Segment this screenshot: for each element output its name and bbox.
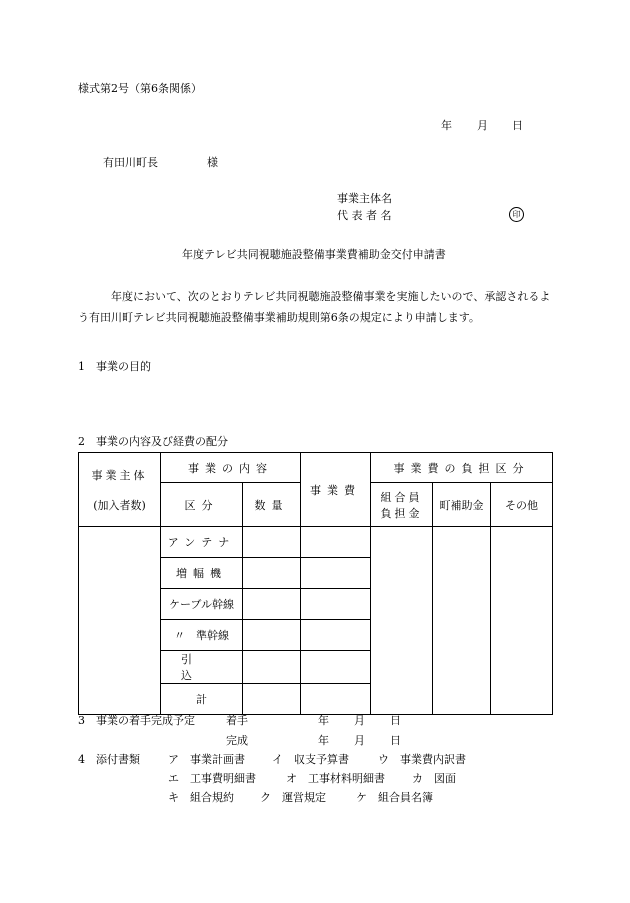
start-day: 日 [390, 714, 401, 727]
union-header-line1: 組合員 [380, 490, 423, 504]
entity-header-sub: (加入者数) [93, 498, 146, 512]
body-text-content: 年度において、次のとおりテレビ共同視聴施設整備事業を実施したいので、承認されるよう有田川町テレビ共同視聴施設整備事業補助規則第6条の規定により申請します。 [78, 290, 551, 324]
quantity-cell [243, 558, 301, 589]
row-label: 増幅機 [161, 558, 243, 589]
finish-year: 年 [318, 734, 329, 747]
date-day: 日 [512, 119, 523, 132]
union-header-line2: 負担金 [380, 506, 423, 520]
other-header: その他 [491, 483, 553, 527]
quantity-cell [243, 527, 301, 558]
entity-header-label: 事業主体 [91, 468, 148, 482]
finish-month: 月 [354, 734, 365, 747]
attachment-item: ウ 事業費内訳書 [378, 753, 466, 766]
finish-day: 日 [390, 734, 401, 747]
row-label-total: 計 [161, 684, 243, 715]
entity-cell [79, 527, 161, 715]
body-text [78, 286, 552, 328]
quantity-cell [243, 620, 301, 651]
union-cell [371, 527, 433, 715]
section2-heading: 2 事業の内容及び経費の配分 [78, 435, 228, 448]
cost-cell [301, 558, 371, 589]
start-label: 着手 [226, 714, 248, 727]
cost-cell [301, 684, 371, 715]
row-label: 〃 準幹線 [161, 620, 243, 651]
addressee-name: 有田川町長 [103, 156, 158, 169]
section1-heading: 1 事業の目的 [78, 360, 151, 373]
attachment-item: エ 工事費明細書 [168, 772, 256, 785]
row-label: アンテナ [161, 527, 243, 558]
category-header: 区分 [161, 483, 243, 527]
cost-header: 事業費 [301, 453, 371, 527]
seal-mark: 印 [509, 207, 524, 222]
entity-label: 事業主体名 [337, 192, 392, 205]
document-title: 年度テレビ共同視聴施設整備事業費補助金交付申請書 [182, 248, 446, 261]
addressee-honorific: 様 [207, 156, 218, 169]
entity-header [79, 453, 161, 527]
start-month: 月 [354, 714, 365, 727]
content-header: 事業の内容 [161, 453, 301, 483]
cost-cell [301, 620, 371, 651]
quantity-cell [243, 651, 301, 684]
burden-header: 事業費の負担区分 [371, 453, 553, 483]
cost-cell [301, 651, 371, 684]
attachment-item: カ 図面 [412, 772, 456, 785]
attachment-item: イ 収支予算書 [272, 753, 349, 766]
town-header: 町補助金 [433, 483, 491, 527]
date-year: 年 [441, 119, 452, 132]
row-label: ケーブル幹線 [161, 589, 243, 620]
date-month: 月 [477, 119, 488, 132]
section4-heading: 4 添付書類 [78, 753, 140, 766]
quantity-cell [243, 684, 301, 715]
section3-heading: 3 事業の着手完成予定 [78, 714, 195, 727]
attachment-item: ア 事業計画書 [168, 753, 245, 766]
finish-label: 完成 [226, 734, 248, 747]
attachment-item: ケ 組合員名簿 [356, 791, 433, 804]
quantity-header: 数量 [243, 483, 301, 527]
cost-cell [301, 527, 371, 558]
representative-label: 代 表 者 名 [337, 209, 392, 222]
other-cell [491, 527, 553, 715]
town-cell [433, 527, 491, 715]
row-label: 引込 [161, 651, 243, 684]
quantity-cell [243, 589, 301, 620]
budget-table [78, 452, 553, 715]
form-number: 様式第2号（第6条関係） [78, 82, 202, 95]
union-header [371, 483, 433, 527]
attachment-item: オ 工事材料明細書 [286, 772, 385, 785]
cost-cell [301, 589, 371, 620]
start-year: 年 [318, 714, 329, 727]
attachment-item: キ 組合規約 [168, 791, 234, 804]
attachment-item: ク 運営規定 [260, 791, 326, 804]
